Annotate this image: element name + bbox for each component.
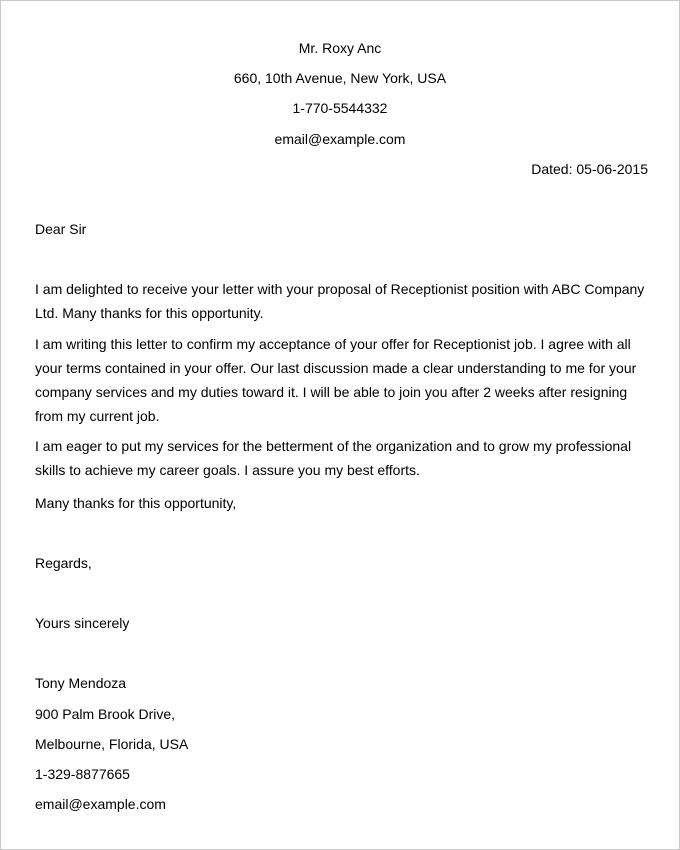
- signature-email: email@example.com: [35, 796, 166, 812]
- signature-address-line-1: 900 Palm Brook Drive,: [35, 706, 176, 722]
- sender-name: Mr. Roxy Anc: [298, 40, 382, 56]
- salutation: Dear Sir: [35, 221, 87, 237]
- sender-phone: 1-770-5544332: [292, 100, 388, 116]
- signature-phone: 1-329-8877665: [35, 766, 130, 782]
- body-paragraph-3: I am eager to put my services for the betterment of the organization and to grow my professional skills to achieve my career goals. I assure you my best efforts.: [35, 438, 632, 478]
- signature-address-line-2: Melbourne, Florida, USA: [35, 736, 189, 752]
- letter-date: Dated: 05-06-2015: [531, 161, 648, 177]
- body-paragraph-1: I am delighted to receive your letter with your proposal of Receptionist position with ABC Company Ltd. Many thanks for this opportunity.: [35, 281, 645, 321]
- signature-name: Tony Mendoza: [35, 675, 127, 691]
- closing-regards: Regards,: [35, 555, 92, 571]
- sender-address: 660, 10th Avenue, New York, USA: [233, 70, 447, 86]
- body-paragraph-2: I am writing this letter to confirm my acceptance of your offer for Receptionist job. I agree with all your terms contained in your offer. Our last discussion made a clear understanding to me for your company services and my duties toward it. I will be able to join you after 2 weeks after resigning from my current job.: [35, 336, 637, 424]
- body-paragraph-4: Many thanks for this opportunity,: [35, 495, 237, 511]
- sender-email: email@example.com: [274, 131, 406, 147]
- closing-sign-off: Yours sincerely: [35, 615, 130, 631]
